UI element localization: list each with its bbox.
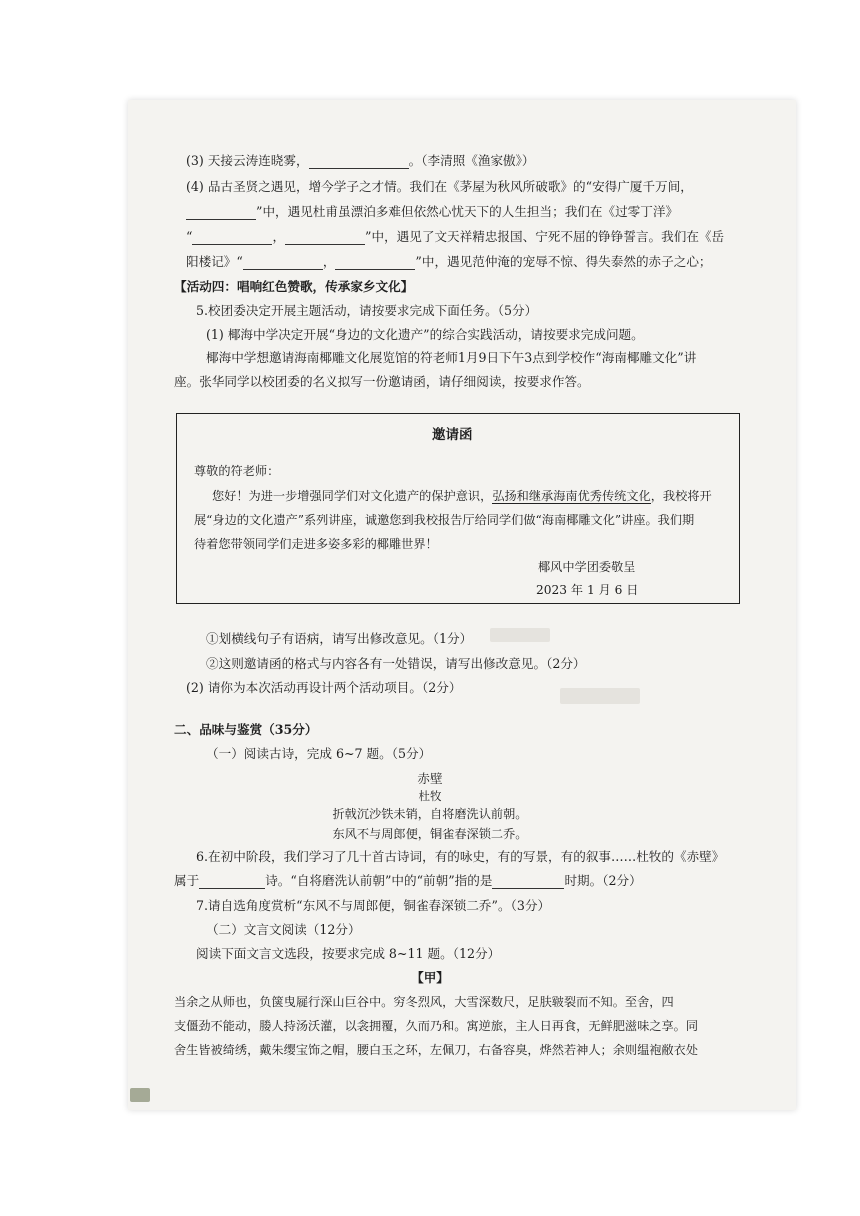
q6-middle: 诗。“自将磨洗认前朝”中的“前朝”指的是	[265, 873, 493, 888]
question-5-task1: ①划横线句子有语病，请写出修改意见。（1分）	[206, 631, 473, 646]
q6-blank-2[interactable]	[492, 876, 564, 889]
q4-blank-4[interactable]	[243, 257, 323, 270]
poem-title: 赤壁	[417, 771, 443, 786]
invitation-body-line2: 展“身边的文化遗产”系列讲座，诚邀您到我校报告厅给同学们做“海南椰雕文化”讲座。我们期	[194, 513, 695, 527]
q4-blank-5[interactable]	[335, 257, 415, 270]
question-4-line3	[186, 229, 724, 245]
question-5-task2: ②这则邀请函的格式与内容各有一处错误，请写出修改意见。（2分）	[206, 656, 586, 671]
question-4-line1: (4) 品古圣贤之遇见，增今学子之才情。我们在《茅屋为秋风所破歌》的“安得广厦千万间，	[186, 179, 693, 194]
invitation-body-line1	[212, 488, 712, 504]
question-6-line1: 6.在初中阶段，我们学习了几十首古诗词，有的咏史，有的写景，有的叙事……杜牧的《赤壁》	[196, 849, 725, 864]
q6-suffix: 时期。（2分）	[564, 873, 642, 888]
poem-line-2: 东风不与周郎便，铜雀春深锁二乔。	[332, 827, 528, 841]
q3-suffix: 。（李清照《渔家傲》）	[408, 153, 535, 168]
poem-line-1: 折戟沉沙铁未销，自将磨洗认前朝。	[332, 807, 528, 821]
invitation-signature: 椰风中学团委敬呈	[538, 560, 636, 574]
passage-jia-label: 【甲】	[411, 970, 449, 985]
q4-line4-prefix: 阳楼记》“	[186, 254, 243, 269]
q6-blank-1[interactable]	[199, 876, 265, 889]
section-2-part2-intro: 阅读下面文言文选段，按要求完成 8~11 题。（12分）	[196, 946, 501, 961]
q6-prefix: 属于	[174, 873, 200, 888]
question-7: 7.请自选角度赏析“东风不与周郎便，铜雀春深锁二乔”。（3分）	[196, 898, 551, 913]
q3-prefix: (3) 天接云涛连晓雾，	[186, 153, 309, 168]
question-5-para-line1: 椰海中学想邀请海南椰雕文化展览馆的符老师1月9日下午3点到学校作“海南椰雕文化”讲	[206, 350, 697, 365]
invitation-title: 邀请函	[432, 427, 473, 443]
question-4-line4	[186, 254, 712, 270]
poem-author: 杜牧	[418, 789, 442, 803]
passage-line-3: 舍生皆被绮绣，戴朱缨宝饰之帽，腰白玉之环，左佩刀，右备容臭，烨然若神人；余则缊袍敝衣处	[174, 1043, 699, 1057]
section-2-heading: 二、品味与鉴赏（35分）	[174, 722, 318, 737]
pencil-smudge	[490, 628, 550, 642]
q4-blank-3[interactable]	[285, 232, 365, 245]
q3-answer-blank[interactable]	[309, 156, 409, 169]
section-2-part1: （一）阅读古诗，完成 6~7 题。（5分）	[206, 746, 432, 761]
q4-line2-suffix: ”中，遇见杜甫虽漂泊多难但依然心忧天下的人生担当；我们在《过零丁洋》	[256, 204, 679, 219]
invitation-body-1a: 您好！为进一步增强同学们对文化遗产的保护意识，	[212, 489, 493, 503]
pencil-smudge	[560, 688, 640, 704]
activity-4-heading: 【活动四：唱响红色赞歌，传承家乡文化】	[174, 279, 414, 294]
q4-comma: ，	[272, 229, 286, 244]
invitation-date: 2023 年 1 月 6 日	[536, 583, 639, 597]
passage-line-1: 当余之从师也，负箧曳屣行深山巨谷中。穷冬烈风，大雪深数尺，足肤皲裂而不知。至舍，四	[174, 995, 674, 1009]
corner-mark	[130, 1088, 150, 1102]
question-6-line2	[174, 873, 642, 889]
passage-line-2: 支僵劲不能动，媵人持汤沃灌，以衾拥覆，久而乃和。寓逆旅，主人日再食，无鲜肥滋味之享。同	[174, 1019, 699, 1033]
invitation-underlined-sentence: 弘扬和继承海南优秀传统文化	[492, 489, 651, 503]
q4-line4-suffix: ”中，遇见范仲淹的宠辱不惊、得失泰然的赤子之心；	[415, 254, 712, 269]
question-5-sub1: (1) 椰海中学决定开展“身边的文化遗产”的综合实践活动，请按要求完成问题。	[206, 327, 644, 342]
question-4-line2	[186, 204, 678, 220]
q4-comma-2: ，	[322, 254, 336, 269]
invitation-body-1b: ，我校将开	[650, 489, 712, 503]
invitation-salutation: 尊敬的符老师：	[194, 464, 280, 478]
section-2-part2: （二）文言文阅读（12分）	[206, 922, 361, 937]
question-5-sub2: (2) 请你为本次活动再设计两个活动项目。（2分）	[186, 680, 462, 695]
invitation-body-line3: 待着您带领同学们走进多姿多彩的椰雕世界！	[194, 537, 438, 551]
q4-quote-open: “	[186, 229, 193, 244]
question-5-intro: 5.校团委决定开展主题活动，请按要求完成下面任务。（5分）	[196, 303, 538, 318]
question-5-para-line2: 座。张华同学以校团委的名义拟写一份邀请函，请仔细阅读，按要求作答。	[174, 374, 590, 389]
q4-blank-2[interactable]	[192, 232, 272, 245]
question-3	[186, 153, 535, 169]
q4-blank-1[interactable]	[186, 207, 256, 220]
q4-line3-suffix: ”中，遇见了文天祥精忠报国、宁死不屈的铮铮誓言。我们在《岳	[365, 229, 725, 244]
